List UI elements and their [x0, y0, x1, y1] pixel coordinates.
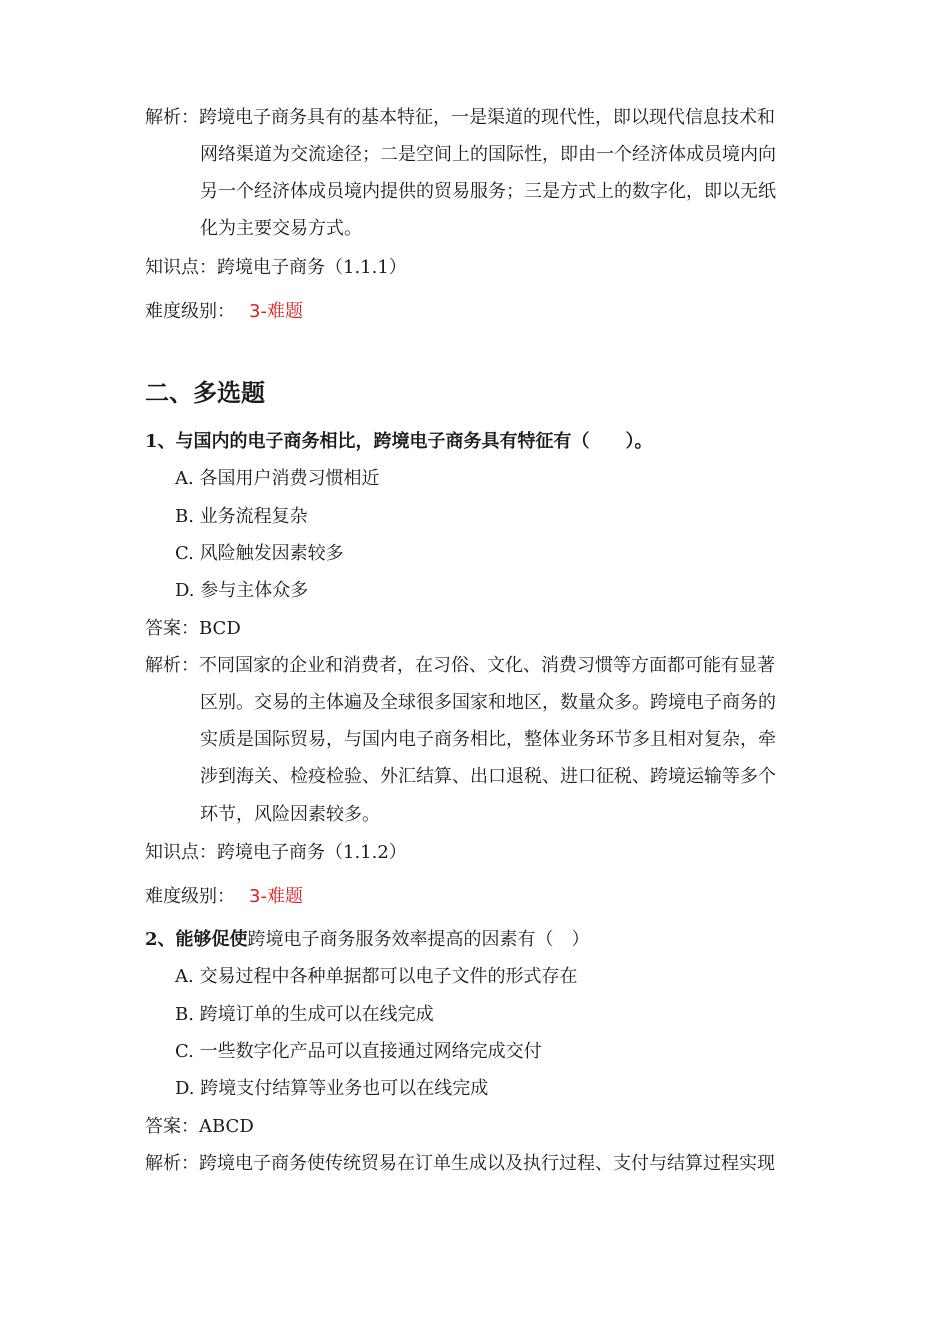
- question-2-bold: 2、能够促使: [145, 929, 248, 950]
- knowledge-label: 知识点：: [145, 842, 217, 863]
- question-2-rest: 跨境电子商务服务效率提高的因素有（ ）: [247, 929, 590, 950]
- analysis-line: 实质是国际贸易，与国内电子商务相比，整体业务环节多且相对复杂，牵: [200, 729, 776, 750]
- knowledge-value: 跨境电子商务（1.1.1）: [217, 257, 407, 278]
- difficulty-label: 难度级别：: [145, 886, 235, 907]
- analysis-line: 环节，风险因素较多。: [200, 804, 380, 825]
- knowledge-point-2: [145, 841, 407, 865]
- option-b: B. 跨境订单的生成可以在线完成: [175, 1004, 434, 1025]
- difficulty-value: 3-难题: [249, 301, 303, 322]
- analysis-line: 跨境电子商务使传统贸易在订单生成以及执行过程、支付与结算过程实现: [199, 1153, 775, 1174]
- answer-label: 答案：: [145, 1116, 199, 1137]
- analysis-line: 网络渠道为交流途径；二是空间上的国际性，即由一个经济体成员境内向: [200, 144, 776, 165]
- analysis-line: 跨境电子商务具有的基本特征，一是渠道的现代性，即以现代信息技术和: [199, 107, 775, 128]
- answer-value: BCD: [199, 618, 241, 639]
- analysis-line: 不同国家的企业和消费者，在习俗、文化、消费习惯等方面都可能有显著: [199, 655, 775, 676]
- question-1: 1、与国内的电子商务相比，跨境电子商务具有特征有（ ）。: [145, 431, 653, 452]
- answer-label: 答案：: [145, 618, 199, 639]
- option-c: C. 一些数字化产品可以直接通过网络完成交付: [175, 1041, 542, 1062]
- knowledge-value: 跨境电子商务（1.1.2）: [217, 842, 407, 863]
- option-a: A. 各国用户消费习惯相近: [175, 468, 380, 489]
- analysis-line: 另一个经济体成员境内提供的贸易服务；三是方式上的数字化，即以无纸: [200, 181, 776, 202]
- difficulty-label: 难度级别：: [145, 301, 235, 322]
- answer-value: ABCD: [199, 1116, 254, 1137]
- answer-1: [145, 617, 241, 641]
- option-a: A. 交易过程中各种单据都可以电子文件的形式存在: [175, 966, 578, 987]
- analysis-label-3: 解析：: [145, 1153, 199, 1174]
- option-d: D. 跨境支付结算等业务也可以在线完成: [175, 1078, 489, 1099]
- section-heading: 二、多选题: [145, 378, 265, 407]
- option-b: B. 业务流程复杂: [175, 506, 308, 527]
- answer-2: [145, 1115, 254, 1139]
- difficulty-2: [145, 885, 303, 909]
- analysis-line: 化为主要交易方式。: [200, 218, 362, 239]
- analysis-label-2: 解析：: [145, 655, 199, 676]
- knowledge-label: 知识点：: [145, 257, 217, 278]
- difficulty-value: 3-难题: [249, 886, 303, 907]
- analysis-line: 区别。交易的主体遍及全球很多国家和地区，数量众多。跨境电子商务的: [200, 692, 776, 713]
- option-c: C. 风险触发因素较多: [175, 543, 344, 564]
- question-2: [145, 928, 590, 952]
- option-d: D. 参与主体众多: [175, 580, 309, 601]
- difficulty-1: [145, 300, 303, 324]
- knowledge-point-1: [145, 256, 407, 280]
- analysis-label-1: 解析：: [145, 107, 199, 128]
- analysis-line: 涉到海关、检疫检验、外汇结算、出口退税、进口征税、跨境运输等多个: [200, 766, 776, 787]
